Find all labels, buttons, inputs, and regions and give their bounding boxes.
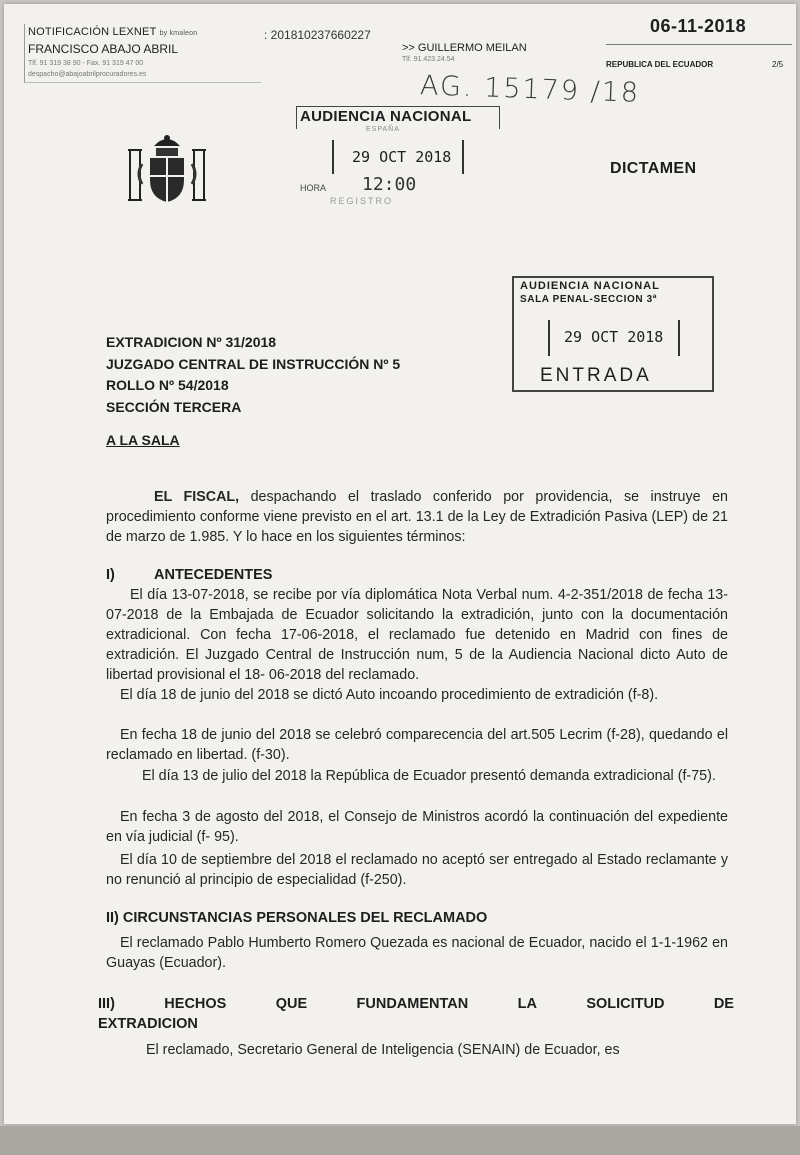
- stamp-audiencia-date: 29 OCT 2018: [352, 148, 452, 166]
- case-section: SECCIÓN TERCERA: [106, 398, 242, 415]
- section3-word: III): [98, 996, 115, 1012]
- notification-brand: LEXNET: [112, 26, 157, 38]
- section1-paragraph-3: En fecha 18 de junio del 2018 se celebró comparecencia del art.505 Lecrim (f-28), quedando el reclamado en libertad. (f-30).: [106, 727, 728, 763]
- sender-name: FRANCISCO ABAJO ABRIL: [28, 42, 179, 56]
- section2-title: II) CIRCUNSTANCIAS PERSONALES DEL RECLAMADO: [106, 910, 488, 926]
- stamp-audiencia-hora-label: HORA: [300, 183, 327, 193]
- scanner-background: [0, 1126, 800, 1155]
- spain-coat-of-arms-icon: [122, 124, 212, 214]
- intro-lead: EL FISCAL,: [154, 489, 240, 505]
- handwritten-registry-number: AG. 15179 /18: [419, 70, 641, 109]
- page-number: 2/5: [772, 60, 784, 69]
- document-type-title: DICTAMEN: [610, 160, 697, 177]
- section3-word: DE: [713, 996, 734, 1012]
- recipient-phone: Tlf. 91.423.24.54: [402, 56, 455, 63]
- notification-label: [28, 26, 197, 38]
- section1-paragraph-2: El día 18 de junio del 2018 se dictó Auto incoando procedimiento de extradición (f-8).: [120, 687, 659, 703]
- notification-brand-small: by kmaleon: [159, 30, 198, 37]
- stamp-entrada-line1: AUDIENCIA NACIONAL: [520, 280, 660, 292]
- section3-word: FUNDAMENTAN: [356, 996, 469, 1012]
- section2-paragraph-1: El reclamado Pablo Humberto Romero Quezada es nacional de Ecuador, nacido el 1-1-1962 en Guayas (Ecuador).: [106, 935, 728, 971]
- section1-number: I): [106, 567, 115, 583]
- reference-number: : 201810237660227: [264, 28, 371, 42]
- stamp-audiencia-footer: REGISTRO: [330, 196, 394, 206]
- section3-title-line2: EXTRADICION: [98, 1016, 198, 1032]
- section3-word: SOLICITUD: [586, 996, 665, 1012]
- intro-paragraph: [106, 487, 728, 547]
- stamp-entrada-label: ENTRADA: [540, 365, 652, 386]
- stamp-audiencia-time: 12:00: [362, 174, 417, 195]
- stamp-entrada-date: 29 OCT 2018: [564, 328, 664, 346]
- notification-title: NOTIFICACIÓN: [28, 26, 110, 38]
- intro-text: despachando el traslado conferido por providencia, se instruye en procedimiento conforme viene previsto en el art. 13.1 de la Ley de Extradición Pasiva (LEP) de 21 de marzo de 1.985. Y lo hace en los siguientes términos:: [106, 489, 728, 545]
- header-date: 06-11-2018: [650, 16, 747, 36]
- sender-phone: Tlf. 91 319 38 90 - Fax. 91 319 47 00: [28, 60, 144, 67]
- section1-paragraph-1: El día 13-07-2018, se recibe por vía diplomática Nota Verbal num. 4-2-351/2018 de fecha 13-07-2018 de la Embajada de Ecuador solicitando la extradición, junto con la documentación extradicional. Con fecha 17-06-2018, el reclamado fue detenido en Madrid con fines de extradición. El Juzgado Central de Instrucción num, 5 de la Audiencia Nacional dicto Auto de libertad provisional el 18- 06-2018 del reclamado.: [106, 587, 728, 683]
- case-court: JUZGADO CENTRAL DE INSTRUCCIÓN Nº 5: [106, 355, 401, 372]
- section3-word: HECHOS: [164, 996, 227, 1012]
- section3-paragraph-1: El reclamado, Secretario General de Inteligencia (SENAIN) de Ecuador, es: [146, 1042, 620, 1058]
- stamp-audiencia-title: AUDIENCIA NACIONAL: [300, 108, 472, 125]
- sender-email: despacho@abajoabrilprocuradores.es: [28, 71, 147, 78]
- section1-paragraph-6: El día 10 de septiembre del 2018 el reclamado no aceptó ser entregado al Estado reclamante y no renunció al principio de especialidad (f-250).: [106, 852, 728, 888]
- stamp-audiencia-subtitle: ESPAÑA: [366, 126, 400, 133]
- section3-title: [98, 996, 734, 1012]
- section1-paragraph-4: El día 13 de julio del 2018 la República de Ecuador presentó demanda extradicional (f-75).: [142, 768, 716, 784]
- case-extradition-number: EXTRADICION Nº 31/2018: [106, 334, 277, 350]
- section1-paragraph-5: En fecha 3 de agosto del 2018, el Consejo de Ministros acordó la continuación del expediente en vía judicial (f- 95).: [106, 809, 728, 845]
- case-rollo: ROLLO Nº 54/2018: [106, 377, 229, 393]
- section3-word: QUE: [275, 996, 308, 1012]
- section3-word: LA: [517, 996, 537, 1012]
- recipient-name: >> GUILLERMO MEILAN: [402, 42, 527, 54]
- stamp-entrada-line2: SALA PENAL-SECCION 3ª: [520, 294, 658, 305]
- header-rule: [606, 44, 792, 45]
- header-country: REPUBLICA DEL ECUADOR: [606, 60, 714, 69]
- case-identification: [106, 332, 400, 418]
- addressee-heading: A LA SALA: [106, 432, 180, 448]
- section1-title: ANTECEDENTES: [154, 567, 273, 583]
